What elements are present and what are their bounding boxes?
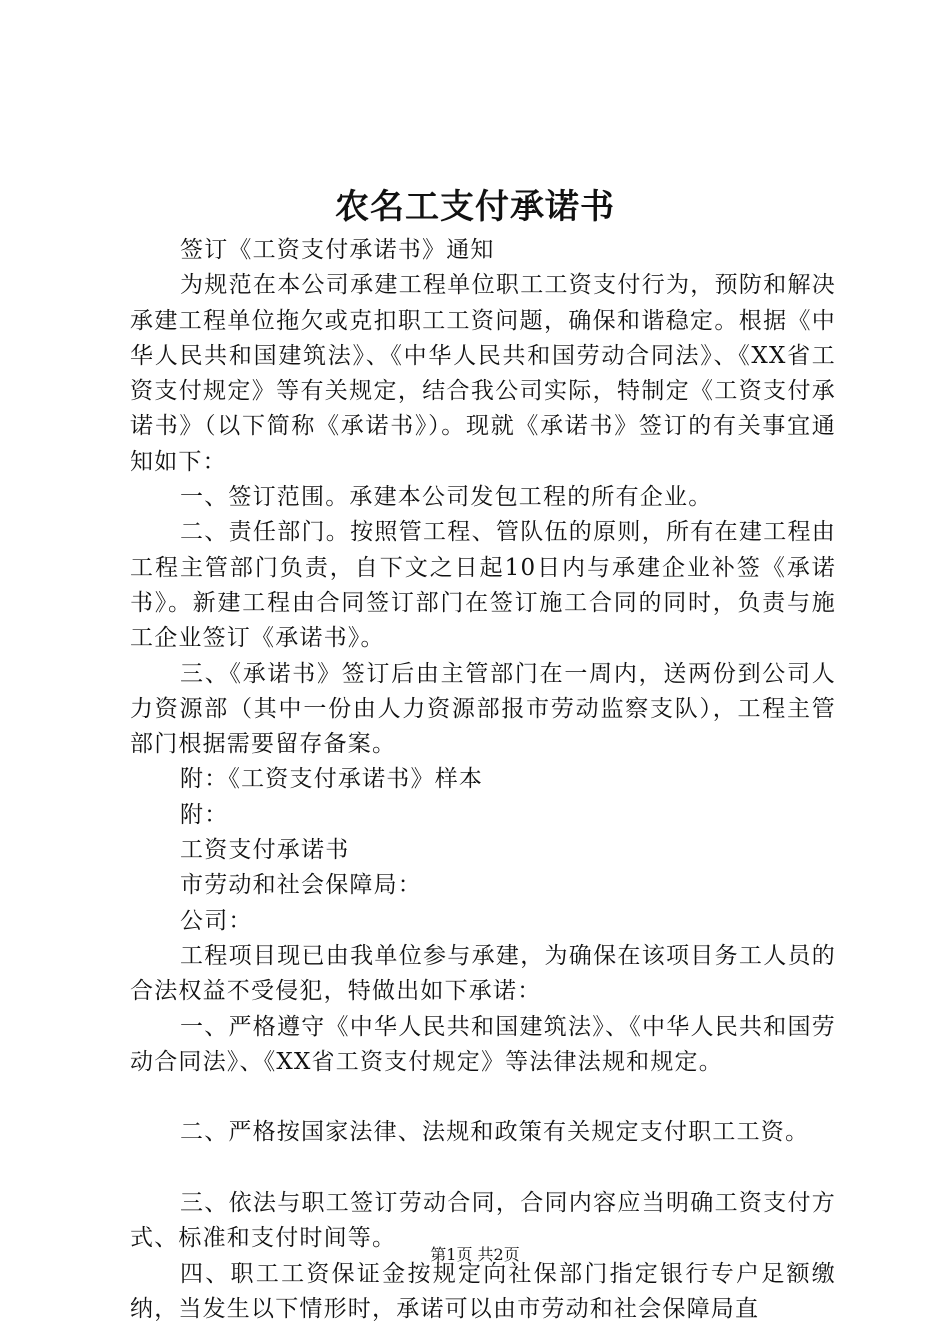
paragraph-purpose: 为规范在本公司承建工程单位职工工资支付行为，预防和解决承建工程单位拖欠或克扣职工工资问题，确保和谐稳定。根据《中华人民共和国建筑法》、《中华人民共和国劳动合同法》、《XX省工资支付规定》等有关规定，结合我公司实际，特制定《工资支付承诺书》（以下简称《承诺书》）。现就《承诺书》签订的有关事宜通知如下：: [130, 272, 836, 475]
paragraph-addressee: 市劳动和社会保障局：: [180, 872, 422, 899]
paragraph-scope: 一、签订范围。承建本公司发包工程的所有企业。: [180, 484, 713, 511]
page-footer: 第1页 共2页: [430, 1245, 520, 1264]
paragraph-filing: 三、《承诺书》签订后由主管部门在一周内，送两份到公司人力资源部（其中一份由人力资源部报市劳动监察支队），工程主管部门根据需要留存备案。: [130, 660, 836, 758]
document-title: 农名工支付承诺书: [335, 187, 615, 227]
paragraph-commitment-4: 四、职工工资保证金按规定向社保部门指定银行专户足额缴纳，当发生以下情形时，承诺可以由市劳动和社会保障局直: [130, 1260, 836, 1322]
paragraph-commitment-3: 三、依法与职工签订劳动合同，合同内容应当明确工资支付方式、标准和支付时间等。: [130, 1190, 836, 1252]
paragraph-sample-title: 工资支付承诺书: [180, 837, 350, 864]
paragraph-responsibility: 二、责任部门。按照管工程、管队伍的原则，所有在建工程由工程主管部门负责，自下文之日起10日内与承建企业补签《承诺书》。新建工程由合同签订部门在签订施工合同的同时，负责与施工企业签订《承诺书》。: [130, 519, 836, 652]
document-body: [130, 233, 836, 1327]
paragraph-company: 公司：: [180, 907, 253, 934]
paragraph-commitment-2: 二、严格按国家法律、法规和政策有关规定支付职工工资。: [180, 1119, 810, 1146]
paragraph-commitment-1: 一、严格遵守《中华人民共和国建筑法》、《中华人民共和国劳动合同法》、《XX省工资支付规定》等法律法规和规定。: [130, 1013, 836, 1075]
paragraph-attachment-label: 附：: [180, 801, 229, 828]
paragraph-notice-heading: 签订《工资支付承诺书》通知: [180, 237, 495, 263]
paragraph-commitment-intro: 工程项目现已由我单位参与承建，为确保在该项目务工人员的合法权益不受侵犯，特做出如下承诺：: [130, 942, 836, 1005]
paragraph-attachment-note: 附：《工资支付承诺书》样本: [180, 766, 484, 793]
